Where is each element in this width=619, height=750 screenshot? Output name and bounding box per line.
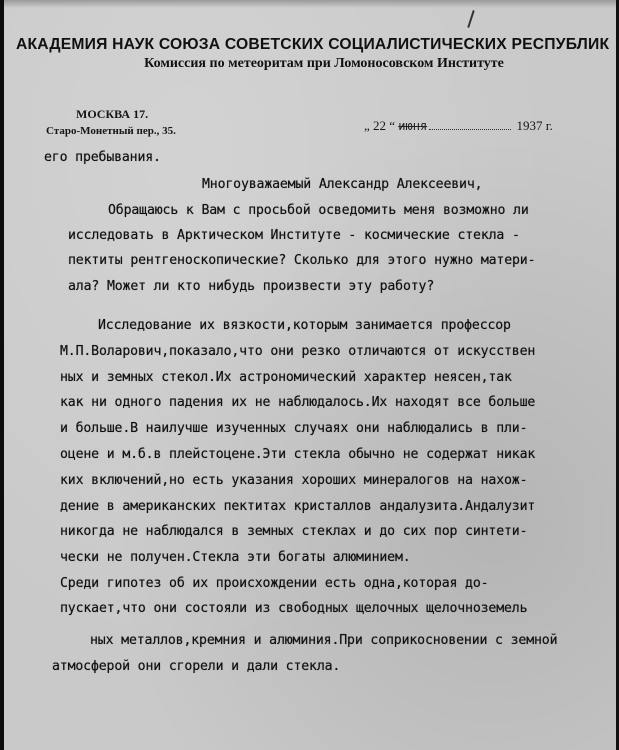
body-line: пускает,что они состояли из свободных щелочных щелочноземель — [60, 601, 528, 616]
body-line: чески не получен.Стекла эти богаты алюминием. — [60, 550, 411, 565]
date-year: 1937 г. — [516, 118, 553, 133]
letter-page — [4, 0, 616, 750]
body-line: пектиты рентгеноскопические? Сколько для этого нужно матери- — [68, 253, 536, 268]
address-city: МОСКВА 17. — [76, 107, 149, 121]
body-line: и больше.В наилучше изученных случаях они наблюдались в пли- — [60, 421, 528, 436]
date-day: „ 22 “ — [364, 118, 396, 133]
body-line: Обращаюсь к Вам с просьбой осведомить меня возможно ли — [108, 203, 529, 218]
body-line: Среди гипотез об их происхождении есть одна,которая до- — [60, 576, 489, 591]
body-line: Исследование их вязкости,которым занимается профессор — [98, 318, 511, 333]
date-dots — [429, 129, 511, 130]
body-line: ких включений,но есть указания хороших минералогов на нахож- — [60, 473, 528, 488]
date-month: июня — [398, 119, 428, 133]
date-line — [364, 118, 553, 134]
body-line: ных металлов,кремния и алюминия.При соприкосновении с земной — [90, 633, 558, 648]
page-shadow — [4, 0, 616, 8]
letterhead-commission: Комиссия по метеоритам при Ломоносовском Институте — [144, 56, 504, 71]
body-line: атмосферой они сгорели и дали стекла. — [52, 659, 341, 674]
pencil-mark — [467, 10, 474, 28]
body-line: исследовать в Арктическом Институте - космические стекла - — [68, 228, 520, 243]
body-line: оцене и м.б.в плейстоцене.Эти стекла обычно не содержат никак — [60, 447, 536, 462]
body-line: как ни одного падения их не наблюдалось.Их находят все больше — [60, 395, 536, 410]
body-line: М.П.Воларович,показало,что они резко отличаются от искусствен — [60, 344, 536, 359]
address-street: Старо-Монетный пер., 35. — [46, 125, 176, 137]
body-line: дение в американских пектитах кристаллов андалузита.Андалузит — [60, 499, 536, 514]
body-line: его пребывания. — [44, 150, 161, 165]
body-line: никогда не наблюдался в земных стеклах и до сих пор синтети- — [60, 524, 528, 539]
body-line: ала? Может ли кто нибудь произвести эту работу? — [68, 279, 435, 294]
letterhead-academy: АКАДЕМИЯ НАУК СОЮЗА СОВЕТСКИХ СОЦИАЛИСТИЧЕСКИХ РЕСПУБЛИК — [16, 36, 610, 53]
body-line: ных и земных стекол.Их астрономический характер неясен,так — [60, 370, 512, 385]
salutation: Многоуважаемый Александр Алексеевич, — [202, 177, 483, 192]
